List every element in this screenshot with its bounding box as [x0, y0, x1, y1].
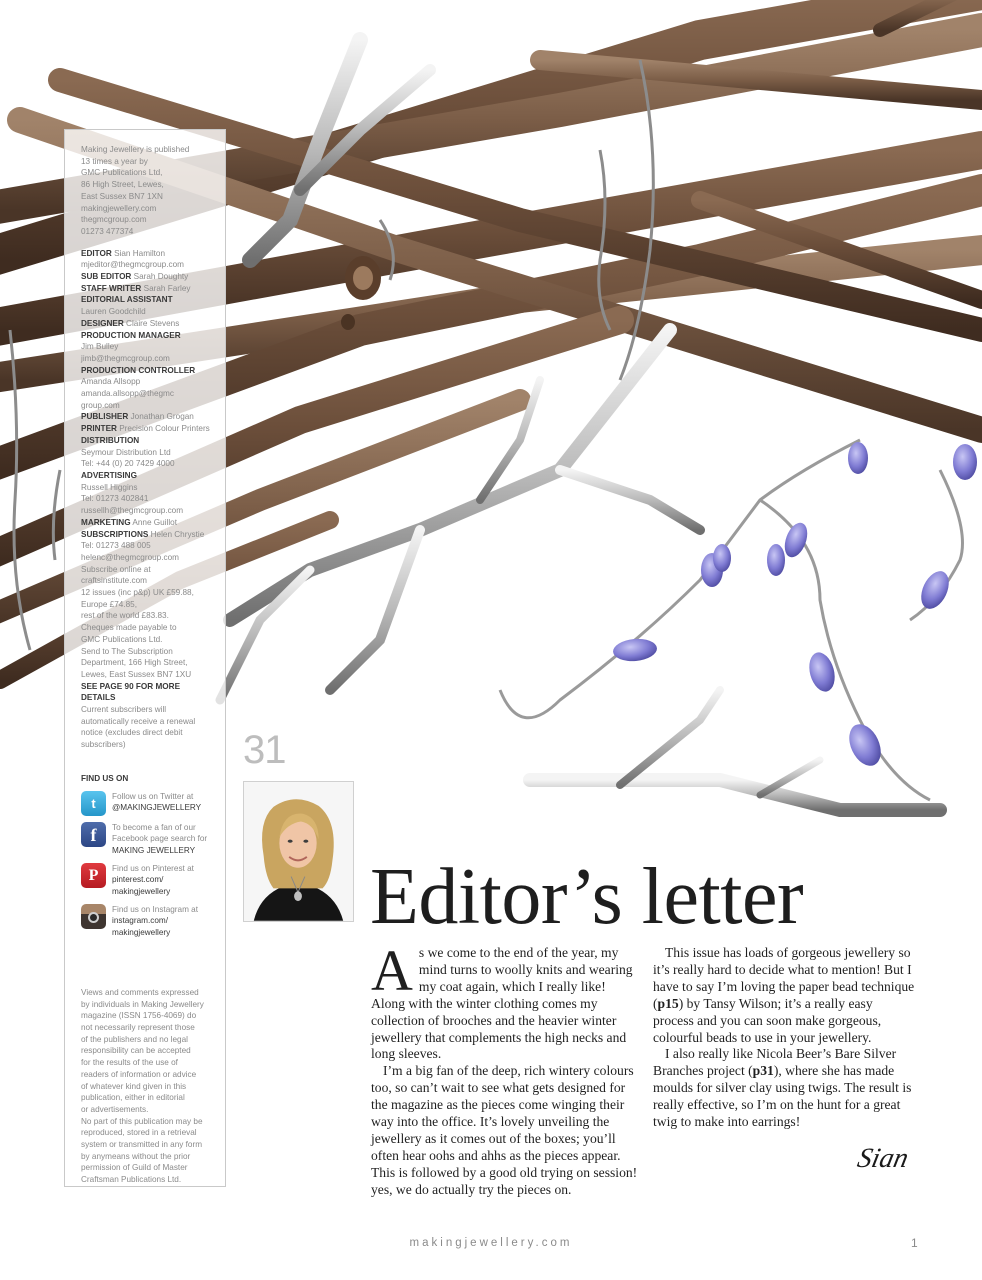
staff-role: PRODUCTION CONTROLLER: [81, 365, 196, 375]
staff-line: [81, 716, 215, 728]
staff-text: Anne Guillot: [130, 517, 178, 527]
staff-line: [81, 271, 215, 283]
staff-text: russellh@thegmcgroup.com: [81, 506, 184, 516]
staff-line: [81, 482, 215, 494]
page-reference: 31: [243, 728, 286, 772]
staff-line: [81, 458, 215, 470]
staff-text: mjeditor@thegmcgroup.com: [81, 260, 184, 270]
disclaimer-line: permission of Guild of Master: [81, 1163, 188, 1173]
camera-lens-icon: [88, 912, 99, 923]
publisher-info-line: thegmcgroup.com: [81, 215, 147, 225]
social-handle[interactable]: instagram.com/: [112, 916, 168, 926]
staff-role: STAFF WRITER: [81, 283, 142, 293]
publisher-info-line: 01273 477374: [81, 226, 134, 236]
staff-text: Seymour Distribution Ltd: [81, 447, 171, 457]
staff-line: [81, 575, 215, 587]
staff-line: [81, 365, 215, 377]
staff-line: [81, 353, 215, 365]
staff-text: notice (excludes direct debit: [81, 728, 183, 738]
publisher-info: [81, 144, 215, 238]
social-line: To become a fan of our: [112, 822, 196, 832]
instagram-icon[interactable]: [81, 904, 106, 929]
disclaimer-line: No part of this publication may be: [81, 1116, 203, 1126]
staff-text: amanda.allsopp@thegmc: [81, 389, 174, 399]
publisher-info-line: 13 times a year by: [81, 156, 148, 166]
social-line: Follow us on Twitter at: [112, 791, 194, 801]
staff-line: [81, 599, 215, 611]
staff-line: [81, 505, 215, 517]
staff-text: Department, 166 High Street,: [81, 658, 188, 668]
staff-line: [81, 330, 215, 342]
disclaimer-line: by anymeans without the prior: [81, 1151, 191, 1161]
staff-line: [81, 669, 215, 681]
social-text: [112, 791, 215, 814]
disclaimer-line: Craftsman Publications Ltd.: [81, 1175, 182, 1185]
social-item[interactable]: [81, 904, 215, 939]
social-links: [81, 791, 215, 939]
staff-line: [81, 529, 215, 541]
staff-text: Claire Stevens: [123, 318, 180, 328]
staff-text: jimb@thegmcgroup.com: [81, 353, 170, 363]
staff-line: [81, 657, 215, 669]
social-line: Find us on Instagram at: [112, 904, 199, 914]
staff-text: helenc@thegmcgroup.com: [81, 552, 179, 562]
social-text: [112, 904, 215, 939]
masthead-panel: [64, 129, 226, 1187]
publisher-info-line: 86 High Street, Lewes,: [81, 180, 164, 190]
staff-line: [81, 727, 215, 739]
staff-line: [81, 634, 215, 646]
staff-text: craftsinstitute.com: [81, 576, 147, 586]
disclaimer-line: system or transmitted in any form: [81, 1140, 203, 1150]
staff-line: [81, 318, 215, 330]
letter-paragraph: I also really like Nicola Beer’s Bare Silver Branches project (p31), where she has made moulds for silver clay using twigs. The result is really effective, so I’m on the hunt for a great twig to make into earrings!: [653, 1046, 912, 1130]
staff-line: [81, 622, 215, 634]
disclaimer-line: for the results of the use of: [81, 1058, 178, 1068]
staff-line: [81, 646, 215, 658]
page-ref-link[interactable]: p31: [752, 1063, 774, 1079]
page-title: Editor’s letter: [370, 853, 804, 941]
staff-line: [81, 411, 215, 423]
disclaimer-line: not necessarily represent those: [81, 1023, 195, 1032]
letter-column-1: [371, 938, 640, 1199]
disclaimer-line: by individuals in Making Jewellery: [81, 999, 204, 1009]
staff-text: Subscribe online at: [81, 564, 151, 574]
staff-role: EDITORIAL ASSISTANT: [81, 295, 173, 305]
staff-line: [81, 540, 215, 552]
disclaimer-line: Views and comments expressed: [81, 987, 199, 997]
publisher-info-line: Making Jewellery is published: [81, 145, 190, 154]
staff-line: [81, 341, 215, 353]
staff-text: automatically receive a renewal: [81, 716, 196, 726]
staff-line: [81, 493, 215, 505]
social-line: Find us on Pinterest at: [112, 863, 194, 873]
staff-role: DETAILS: [81, 693, 116, 703]
letter-paragraph: As we come to the end of the year, my mind turns to woolly knits and wearing my coat again, which I really like! Along with the winter clothing comes my collection of brooches and the heavier winter jewellery that complements the high necks and long sleeves.: [371, 938, 633, 1062]
disclaimer-line: of the publishers and no legal: [81, 1034, 188, 1044]
social-item[interactable]: [81, 791, 215, 816]
staff-line: [81, 552, 215, 564]
social-handle[interactable]: pinterest.com/: [112, 875, 164, 885]
publisher-info-line: GMC Publications Ltd,: [81, 168, 163, 178]
staff-text: group.com: [81, 400, 120, 410]
staff-text: Amanda Allsopp: [81, 377, 141, 387]
staff-text: rest of the world £83.83.: [81, 611, 169, 621]
page-ref-link[interactable]: p15: [657, 995, 679, 1011]
staff-role: ADVERTISING: [81, 470, 137, 480]
staff-list: [81, 248, 215, 751]
letter-column-2: [653, 945, 915, 1131]
staff-role: PRODUCTION MANAGER: [81, 330, 181, 340]
staff-line: [81, 388, 215, 400]
disclaimer-line: of whatever kind given in this: [81, 1081, 187, 1091]
staff-text: Send to The Subscription: [81, 646, 173, 656]
staff-text: Russell Higgins: [81, 482, 138, 492]
footer-website[interactable]: makingjewellery.com: [409, 1237, 573, 1249]
staff-line: [81, 704, 215, 716]
staff-text: subscribers): [81, 740, 126, 750]
staff-line: [81, 248, 215, 260]
staff-text: Helen Chrystie: [148, 529, 205, 539]
staff-role: SEE PAGE 90 FOR MORE: [81, 681, 181, 691]
staff-role: DISTRIBUTION: [81, 435, 140, 445]
staff-line: [81, 692, 215, 704]
staff-line: [81, 259, 215, 271]
staff-role: EDITOR: [81, 248, 112, 258]
staff-text: Jonathan Grogan: [128, 412, 194, 422]
disclaimer-line: or advertisements.: [81, 1104, 149, 1114]
staff-role: SUBSCRIPTIONS: [81, 529, 149, 539]
staff-role: PRINTER: [81, 424, 117, 434]
social-item[interactable]: [81, 822, 215, 857]
staff-line: [81, 470, 215, 482]
staff-line: [81, 610, 215, 622]
staff-line: [81, 447, 215, 459]
staff-line: [81, 739, 215, 751]
staff-line: [81, 517, 215, 529]
staff-role: SUB EDITOR: [81, 272, 132, 282]
social-item[interactable]: [81, 863, 215, 898]
staff-text: Lewes, East Sussex BN7 1XU: [81, 669, 192, 679]
drop-cap: A: [371, 938, 413, 1003]
letter-paragraph: This issue has loads of gorgeous jewellery so it’s really hard to decide what to mention! But I have to say I’m loving the paper bead technique (p15) by Tansy Wilson; it’s a really easy process and you can soon make gorgeous, colourful beads to use in your jewellery.: [653, 945, 915, 1045]
staff-text: Sian Hamilton: [111, 248, 166, 258]
staff-text: 12 issues (inc p&p) UK £59.88,: [81, 588, 194, 598]
social-line: Facebook page search for: [112, 834, 208, 844]
footer-page-number: 1: [911, 1236, 918, 1250]
pinterest-icon[interactable]: P: [81, 863, 106, 888]
staff-line: [81, 564, 215, 576]
publisher-info-line: makingjewellery.com: [81, 203, 157, 213]
social-text: [112, 863, 215, 898]
publisher-info-line: East Sussex BN7 1XN: [81, 191, 163, 201]
staff-role: MARKETING: [81, 517, 131, 527]
staff-text: Precision Colour Printers: [116, 424, 210, 434]
editor-signature: Sian: [854, 1143, 912, 1174]
staff-line: [81, 681, 215, 693]
staff-line: [81, 435, 215, 447]
staff-role: DESIGNER: [81, 318, 124, 328]
staff-text: Tel: 01273 488 005: [81, 541, 151, 551]
find-us-heading: FIND US ON: [81, 773, 129, 783]
staff-text: Lauren Goodchild: [81, 307, 146, 317]
social-handle[interactable]: MAKING JEWELLERY: [112, 845, 196, 855]
disclaimer-line: magazine (ISSN 1756-4069) do: [81, 1011, 197, 1021]
staff-text: Cheques made payable to: [81, 623, 177, 633]
staff-text: Tel: 01273 402841: [81, 494, 149, 504]
disclaimer: [81, 987, 215, 1186]
social-handle[interactable]: @MAKINGJEWELLERY: [112, 803, 202, 813]
staff-line: [81, 283, 215, 295]
staff-role: PUBLISHER: [81, 412, 129, 422]
letter-paragraph: I’m a big fan of the deep, rich wintery colours too, so can’t wait to see what gets designed for the magazine as the pieces come winging their way into the office. It’s lovely unveiling the jewellery as it comes out of the boxes; you’ll often hear oohs and ahhs as the pieces appear. This is followed by a good old trying on session! yes, we do actually try the pieces on.: [371, 1063, 638, 1197]
staff-text: Current subscribers will: [81, 705, 167, 715]
twitter-icon[interactable]: t: [81, 791, 106, 816]
disclaimer-line: publication, either in editorial: [81, 1093, 185, 1103]
editor-portrait: [243, 781, 354, 922]
staff-line: [81, 423, 215, 435]
social-text: [112, 822, 215, 857]
facebook-icon[interactable]: f: [81, 822, 106, 847]
social-handle[interactable]: makingjewellery: [112, 928, 171, 938]
staff-line: [81, 400, 215, 412]
staff-line: [81, 376, 215, 388]
staff-text: Tel: +44 (0) 20 7429 4000: [81, 459, 175, 469]
disclaimer-line: reproduced, stored in a retrieval: [81, 1128, 197, 1138]
disclaimer-line: responsibility can be accepted: [81, 1046, 191, 1056]
staff-text: Jim Bulley: [81, 342, 119, 352]
staff-line: [81, 587, 215, 599]
staff-text: Sarah Doughty: [131, 272, 189, 282]
disclaimer-line: readers of information or advice: [81, 1069, 197, 1079]
staff-line: [81, 306, 215, 318]
staff-text: Sarah Farley: [141, 283, 191, 293]
staff-text: Europe £74.85,: [81, 599, 137, 609]
staff-line: [81, 294, 215, 306]
staff-text: GMC Publications Ltd.: [81, 634, 163, 644]
social-handle[interactable]: makingjewellery: [112, 887, 171, 897]
